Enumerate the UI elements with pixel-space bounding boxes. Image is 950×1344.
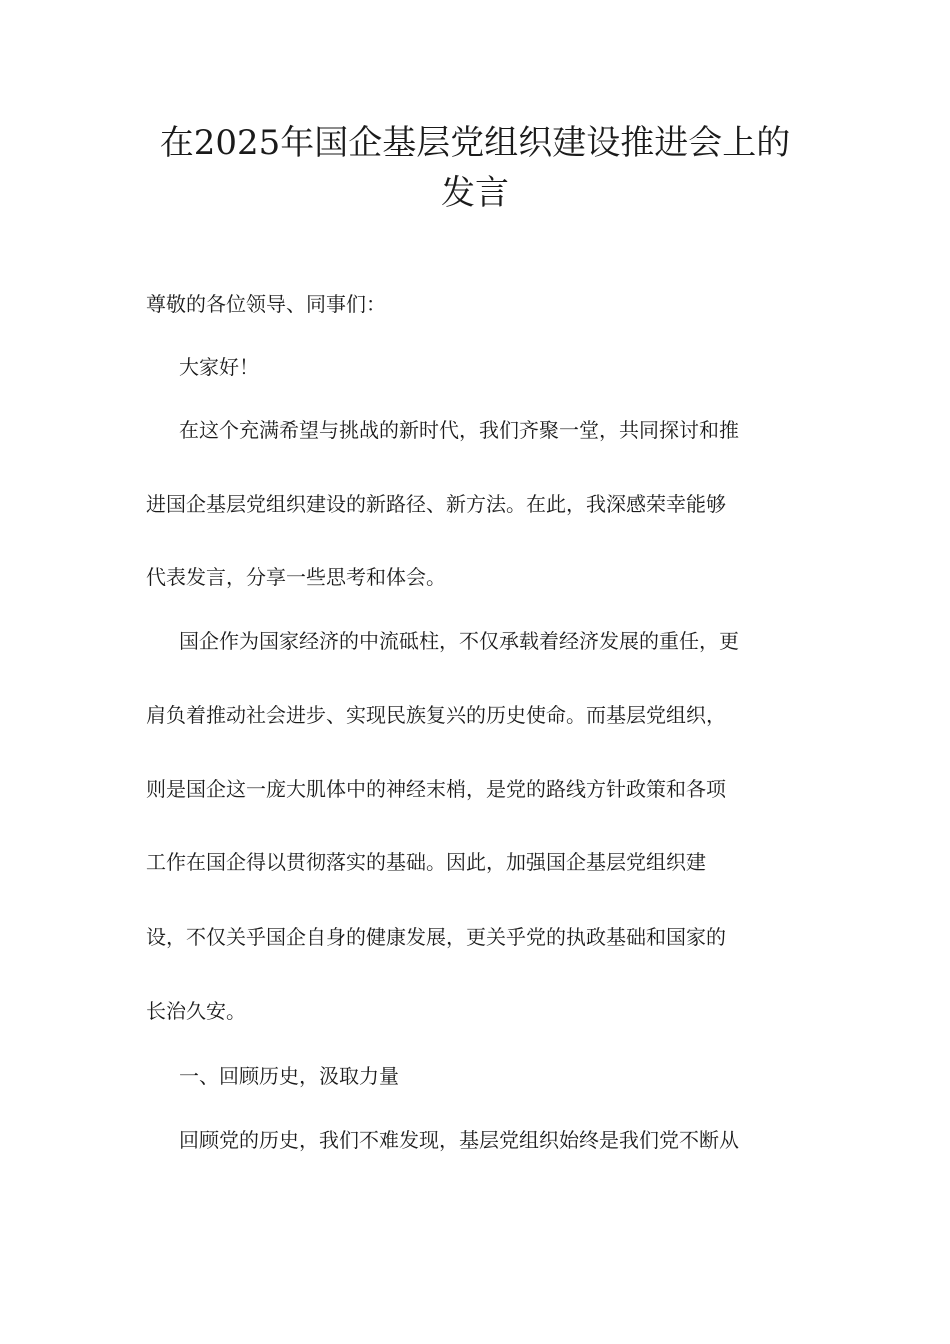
- paragraph-3-line-1: 回顾党的历史，我们不难发现，基层党组织始终是我们党不断从: [179, 1128, 739, 1152]
- document-title-line-2: 发言: [441, 173, 509, 213]
- salutation: 尊敬的各位领导、同事们：: [146, 292, 386, 316]
- paragraph-1-line-3: 代表发言，分享一些思考和体会。: [146, 565, 446, 589]
- greeting: 大家好！: [179, 355, 259, 379]
- paragraph-2-line-2: 肩负着推动社会进步、实现民族复兴的历史使命。而基层党组织，: [146, 703, 726, 727]
- paragraph-1-line-1: 在这个充满希望与挑战的新时代，我们齐聚一堂，共同探讨和推: [179, 418, 739, 442]
- paragraph-2-line-6: 长治久安。: [146, 999, 246, 1023]
- paragraph-2-line-1: 国企作为国家经济的中流砥柱，不仅承载着经济发展的重任，更: [179, 629, 739, 653]
- document-title-line-1: 在2025年国企基层党组织建设推进会上的: [159, 123, 791, 163]
- paragraph-2-line-3: 则是国企这一庞大肌体中的神经末梢，是党的路线方针政策和各项: [146, 777, 726, 801]
- paragraph-2-line-4: 工作在国企得以贯彻落实的基础。因此，加强国企基层党组织建: [146, 850, 706, 874]
- paragraph-1-line-2: 进国企基层党组织建设的新路径、新方法。在此，我深感荣幸能够: [146, 492, 726, 516]
- paragraph-2-line-5: 设，不仅关乎国企自身的健康发展，更关乎党的执政基础和国家的: [146, 925, 726, 949]
- section-1-heading: 一、回顾历史，汲取力量: [179, 1064, 399, 1088]
